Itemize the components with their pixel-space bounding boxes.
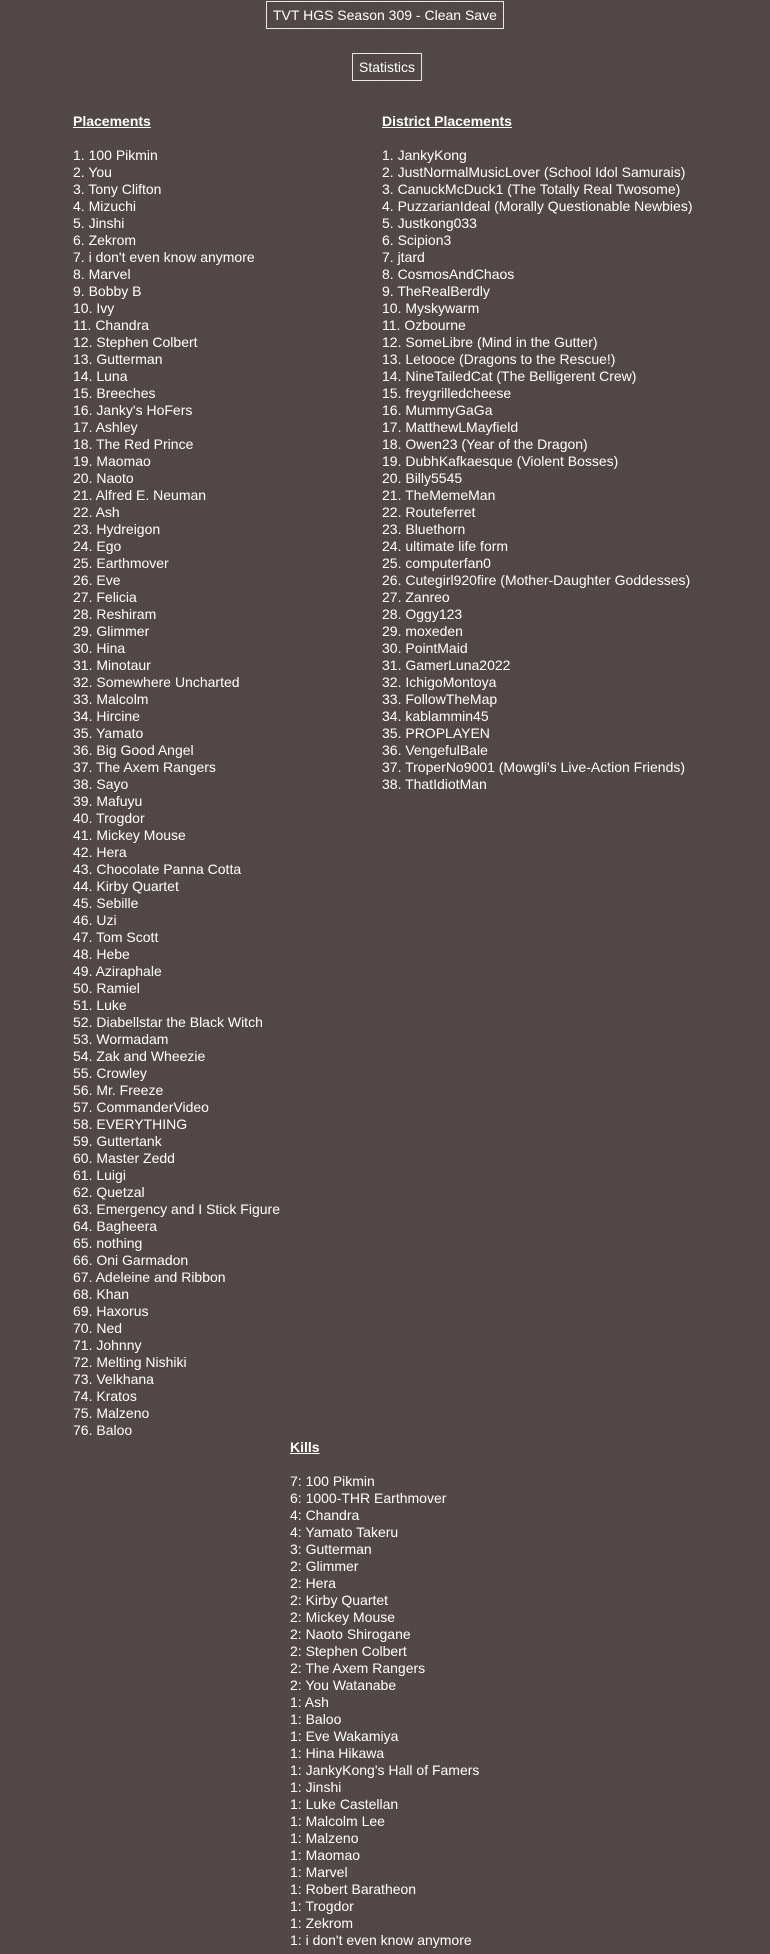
placement-item: 68. Khan xyxy=(73,1286,130,1302)
kill-item: 1: Malzeno xyxy=(290,1830,359,1846)
placement-item: 17. Ashley xyxy=(73,419,138,435)
placement-item: 53. Wormadam xyxy=(73,1031,169,1047)
placement-item: 75. Malzeno xyxy=(73,1405,150,1421)
placement-item: 58. EVERYTHING xyxy=(73,1116,188,1132)
district-placement-item: 29. moxeden xyxy=(382,623,463,639)
placement-item: 31. Minotaur xyxy=(73,657,151,673)
placement-item: 71. Johnny xyxy=(73,1337,142,1353)
placement-item: 27. Felicia xyxy=(73,589,137,605)
district-placement-item: 32. IchigoMontoya xyxy=(382,674,497,690)
district-placement-item: 27. Zanreo xyxy=(382,589,450,605)
placement-item: 70. Ned xyxy=(73,1320,123,1336)
kill-item: 2: Stephen Colbert xyxy=(290,1643,407,1659)
district-placement-item: 15. freygrilledcheese xyxy=(382,385,512,401)
placement-item: 66. Oni Garmadon xyxy=(73,1252,189,1268)
placement-item: 56. Mr. Freeze xyxy=(73,1082,164,1098)
placement-item: 15. Breeches xyxy=(73,385,156,401)
district-placement-item: 19. DubhKafkaesque (Violent Bosses) xyxy=(382,453,619,469)
kill-item: 1: Luke Castellan xyxy=(290,1796,399,1812)
kills-section xyxy=(290,1439,479,1949)
kill-item: 2: Glimmer xyxy=(290,1558,359,1574)
placement-item: 54. Zak and Wheezie xyxy=(73,1048,206,1064)
district-placement-item: 26. Cutegirl920fire (Mother-Daughter Goddesses) xyxy=(382,572,691,588)
placement-item: 26. Eve xyxy=(73,572,121,588)
placement-item: 44. Kirby Quartet xyxy=(73,878,179,894)
placement-item: 57. CommanderVideo xyxy=(73,1099,209,1115)
placement-item: 9. Bobby B xyxy=(73,283,142,299)
placement-item: 14. Luna xyxy=(73,368,128,384)
kill-item: 1: Baloo xyxy=(290,1711,342,1727)
placement-item: 73. Velkhana xyxy=(73,1371,154,1387)
kill-item: 1: Zekrom xyxy=(290,1915,354,1931)
placement-item: 39. Mafuyu xyxy=(73,793,143,809)
placement-item: 11. Chandra xyxy=(73,317,150,333)
kill-item: 1: Eve Wakamiya xyxy=(290,1728,399,1744)
district-placement-item: 30. PointMaid xyxy=(382,640,468,656)
district-placement-item: 37. TroperNo9001 (Mowgli's Live-Action Friends) xyxy=(382,759,686,775)
district-placement-item: 16. MummyGaGa xyxy=(382,402,493,418)
placement-item: 20. Naoto xyxy=(73,470,134,486)
placement-item: 64. Bagheera xyxy=(73,1218,158,1234)
district-placement-item: 12. SomeLibre (Mind in the Gutter) xyxy=(382,334,598,350)
placement-item: 49. Aziraphale xyxy=(73,963,162,979)
district-placement-item: 8. CosmosAndChaos xyxy=(382,266,515,282)
placement-item: 42. Hera xyxy=(73,844,127,860)
placement-item: 6. Zekrom xyxy=(73,232,137,248)
placement-item: 3. Tony Clifton xyxy=(73,181,162,197)
placements-section xyxy=(73,113,280,1439)
district-placement-item: 5. Justkong033 xyxy=(382,215,477,231)
placement-item: 62. Quetzal xyxy=(73,1184,145,1200)
district-placement-item: 20. Billy5545 xyxy=(382,470,463,486)
placement-item: 5. Jinshi xyxy=(73,215,125,231)
placement-item: 76. Baloo xyxy=(73,1422,133,1438)
placement-item: 69. Haxorus xyxy=(73,1303,149,1319)
placement-item: 52. Diabellstar the Black Witch xyxy=(73,1014,263,1030)
placement-item: 28. Reshiram xyxy=(73,606,157,622)
district-placements-section xyxy=(382,113,692,793)
placement-item: 7. i don't even know anymore xyxy=(73,249,255,265)
kill-item: 2: The Axem Rangers xyxy=(290,1660,426,1676)
district-placement-item: 14. NineTailedCat (The Belligerent Crew) xyxy=(382,368,637,384)
placements-heading: Placements xyxy=(73,113,151,129)
kill-item: 2: Mickey Mouse xyxy=(290,1609,396,1625)
placement-item: 29. Glimmer xyxy=(73,623,150,639)
season-title-button[interactable]: TVT HGS Season 309 - Clean Save xyxy=(266,1,504,29)
placement-item: 63. Emergency and I Stick Figure xyxy=(73,1201,280,1217)
placement-item: 19. Maomao xyxy=(73,453,151,469)
placement-item: 34. Hircine xyxy=(73,708,140,724)
district-placement-item: 36. VengefulBale xyxy=(382,742,488,758)
placement-item: 67. Adeleine and Ribbon xyxy=(73,1269,226,1285)
district-placement-item: 33. FollowTheMap xyxy=(382,691,498,707)
district-placement-item: 23. Bluethorn xyxy=(382,521,466,537)
placement-item: 43. Chocolate Panna Cotta xyxy=(73,861,242,877)
district-placement-item: 10. Myskywarm xyxy=(382,300,480,316)
kill-item: 1: Malcolm Lee xyxy=(290,1813,385,1829)
district-placement-item: 11. Ozbourne xyxy=(382,317,466,333)
district-placement-item: 38. ThatIdiotMan xyxy=(382,776,487,792)
placements-list xyxy=(73,147,280,1439)
kill-item: 1: JankyKong's Hall of Famers xyxy=(290,1762,480,1778)
district-placement-item: 18. Owen23 (Year of the Dragon) xyxy=(382,436,588,452)
placement-item: 22. Ash xyxy=(73,504,120,520)
placement-item: 35. Yamato xyxy=(73,725,144,741)
placement-item: 25. Earthmover xyxy=(73,555,169,571)
district-placement-item: 35. PROPLAYEN xyxy=(382,725,490,741)
district-placement-item: 17. MatthewLMayfield xyxy=(382,419,519,435)
district-placements-heading: District Placements xyxy=(382,113,512,129)
district-placement-item: 2. JustNormalMusicLover (School Idol Samurais) xyxy=(382,164,686,180)
district-placement-item: 22. Routeferret xyxy=(382,504,476,520)
placement-item: 41. Mickey Mouse xyxy=(73,827,186,843)
placement-item: 37. The Axem Rangers xyxy=(73,759,216,775)
placement-item: 32. Somewhere Uncharted xyxy=(73,674,240,690)
kills-list xyxy=(290,1473,479,1949)
district-placement-item: 1. JankyKong xyxy=(382,147,467,163)
placement-item: 59. Guttertank xyxy=(73,1133,162,1149)
kills-heading: Kills xyxy=(290,1439,320,1455)
kill-item: 1: i don't even know anymore xyxy=(290,1932,472,1948)
placement-item: 51. Luke xyxy=(73,997,127,1013)
kill-item: 1: Robert Baratheon xyxy=(290,1881,417,1897)
district-placements-list xyxy=(382,147,692,793)
kill-item: 2: Kirby Quartet xyxy=(290,1592,389,1608)
kill-item: 1: Jinshi xyxy=(290,1779,342,1795)
placement-item: 36. Big Good Angel xyxy=(73,742,194,758)
kill-item: 2: You Watanabe xyxy=(290,1677,397,1693)
placement-item: 21. Alfred E. Neuman xyxy=(73,487,207,503)
placement-item: 13. Gutterman xyxy=(73,351,163,367)
district-placement-item: 4. PuzzarianIdeal (Morally Questionable Newbies) xyxy=(382,198,693,214)
placement-item: 46. Uzi xyxy=(73,912,117,928)
kill-item: 2: Naoto Shirogane xyxy=(290,1626,411,1642)
placement-item: 12. Stephen Colbert xyxy=(73,334,198,350)
placement-item: 23. Hydreigon xyxy=(73,521,161,537)
kill-item: 1: Marvel xyxy=(290,1864,348,1880)
placement-item: 24. Ego xyxy=(73,538,122,554)
placement-item: 38. Sayo xyxy=(73,776,129,792)
placement-item: 10. Ivy xyxy=(73,300,115,316)
district-placement-item: 25. computerfan0 xyxy=(382,555,491,571)
placement-item: 45. Sebille xyxy=(73,895,139,911)
district-placement-item: 34. kablammin45 xyxy=(382,708,489,724)
kill-item: 7: 100 Pikmin xyxy=(290,1473,375,1489)
kill-item: 1: Maomao xyxy=(290,1847,361,1863)
placement-item: 65. nothing xyxy=(73,1235,143,1251)
placement-item: 40. Trogdor xyxy=(73,810,145,826)
placement-item: 2. You xyxy=(73,164,112,180)
district-placement-item: 6. Scipion3 xyxy=(382,232,452,248)
district-placement-item: 31. GamerLuna2022 xyxy=(382,657,511,673)
placement-item: 74. Kratos xyxy=(73,1388,137,1404)
kill-item: 6: 1000-THR Earthmover xyxy=(290,1490,447,1506)
placement-item: 48. Hebe xyxy=(73,946,130,962)
placement-item: 55. Crowley xyxy=(73,1065,147,1081)
district-placement-item: 21. TheMemeMan xyxy=(382,487,496,503)
placement-item: 4. Mizuchi xyxy=(73,198,137,214)
kill-item: 4: Chandra xyxy=(290,1507,360,1523)
kill-item: 1: Trogdor xyxy=(290,1898,354,1914)
kill-item: 2: Hera xyxy=(290,1575,336,1591)
placement-item: 72. Melting Nishiki xyxy=(73,1354,187,1370)
statistics-button[interactable]: Statistics xyxy=(352,53,422,81)
district-placement-item: 9. TheRealBerdly xyxy=(382,283,490,299)
kill-item: 1: Hina Hikawa xyxy=(290,1745,385,1761)
placement-item: 33. Malcolm xyxy=(73,691,149,707)
kill-item: 1: Ash xyxy=(290,1694,329,1710)
placement-item: 1. 100 Pikmin xyxy=(73,147,158,163)
district-placement-item: 28. Oggy123 xyxy=(382,606,463,622)
placement-item: 60. Master Zedd xyxy=(73,1150,175,1166)
district-placement-item: 24. ultimate life form xyxy=(382,538,509,554)
district-placement-item: 13. Letooce (Dragons to the Rescue!) xyxy=(382,351,616,367)
district-placement-item: 7. jtard xyxy=(382,249,425,265)
placement-item: 18. The Red Prince xyxy=(73,436,194,452)
kill-item: 4: Yamato Takeru xyxy=(290,1524,399,1540)
placement-item: 30. Hina xyxy=(73,640,126,656)
district-placement-item: 3. CanuckMcDuck1 (The Totally Real Twosome) xyxy=(382,181,681,197)
placement-item: 8. Marvel xyxy=(73,266,131,282)
placement-item: 61. Luigi xyxy=(73,1167,126,1183)
placement-item: 50. Ramiel xyxy=(73,980,140,996)
placement-item: 47. Tom Scott xyxy=(73,929,159,945)
kill-item: 3: Gutterman xyxy=(290,1541,372,1557)
placement-item: 16. Janky's HoFers xyxy=(73,402,193,418)
